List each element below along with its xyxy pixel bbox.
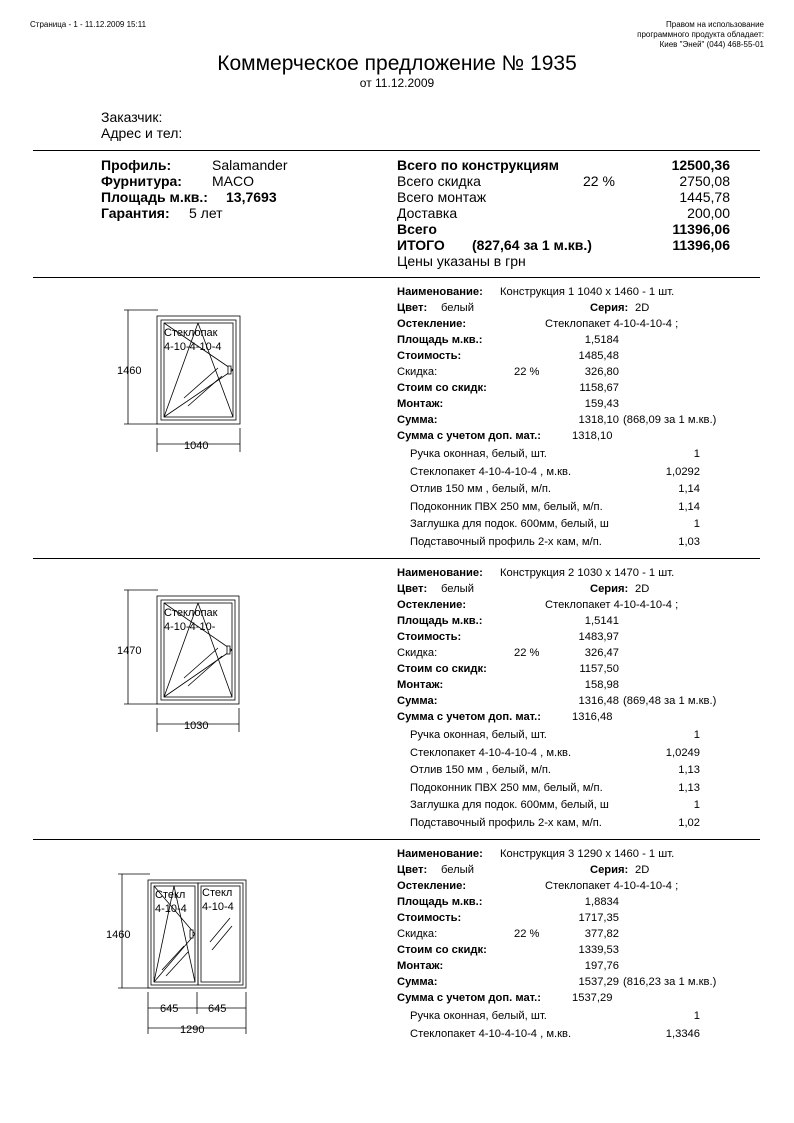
glazing-value: Стеклопакет 4-10-4-10-4 ; [545,318,679,330]
discount-percent: 22 % [514,647,540,659]
material-qty: 1 [693,799,700,812]
color-value: белый [441,583,474,595]
glazing-label: Остекление: [397,599,467,611]
material-name: Отлив 150 мм , белый, м/п. [410,483,552,496]
name-label: Наименование: [397,567,483,579]
divider [33,277,760,278]
pane-text: Стекл [155,889,186,901]
material-name: Стеклопакет 4-10-4-10-4 , м.кв. [410,465,572,478]
series-label: Серия: [590,864,629,876]
material-qty: 1,13 [678,764,700,777]
material-row [410,782,700,800]
sum-per-m2: (868,09 за 1 м.кв.) [623,414,717,426]
rights-holder-block [637,20,764,50]
sum-value: 1316,48 [578,695,619,707]
series-label: Серия: [590,302,629,314]
height-dimension-label: 1470 [117,645,142,657]
grand-total-value: 11396,06 [672,237,730,253]
construction-name: Конструкция 3 1290 x 1460 - 1 шт. [500,848,675,860]
glazing-label: Остекление: [397,880,467,892]
discount-value: 2750,08 [679,173,730,189]
window-drawing-1 [100,298,260,458]
grand-total-per-m2: (827,64 за 1 м.кв.) [472,237,592,253]
material-name: Заглушка для подок. 600мм, белый, ш [410,799,609,812]
series-label: Серия: [590,583,629,595]
document-title: Коммерческое предложение № 1935 [217,52,577,75]
material-row [410,729,700,747]
material-qty: 1,13 [678,781,700,794]
glazing-label: Остекление: [397,318,467,330]
glazing-value: Стеклопакет 4-10-4-10-4 ; [545,599,679,611]
pane-text: Стеклопак [164,607,218,619]
cost-value: 1485,48 [578,350,619,362]
material-qty: 1 [693,518,700,531]
fittings-value: MACO [212,173,254,189]
material-qty: 1 [693,1010,700,1022]
material-name: Стеклопакет 4-10-4-10-4 , м.кв. [410,746,572,759]
materials-list [410,1010,700,1045]
prices-note: Цены указаны в грн [397,253,526,269]
material-name: Подоконник ПВХ 250 мм, белый, м/п. [410,500,603,513]
cost-discounted-label: Стоим со скидк: [397,663,487,675]
name-label: Наименование: [397,286,483,298]
material-name: Подоконник ПВХ 250 мм, белый, м/п. [410,781,603,794]
width-dimension-label: 1040 [184,440,209,452]
cost-value: 1483,97 [578,631,619,643]
height-dimension-label: 1460 [106,929,131,941]
material-name: Отлив 150 мм , белый, м/п. [410,764,552,777]
area-value: 13,7693 [226,189,277,205]
divider [33,558,760,559]
sum-label: Сумма: [397,976,438,988]
discount-value: 326,80 [584,366,619,378]
sum-value: 1537,29 [578,976,619,988]
area-label: Площадь м.кв.: [397,334,483,346]
cost-discounted-value: 1157,50 [579,663,619,675]
series-value: 2D [635,864,650,876]
discount-percent: 22 % [583,173,615,189]
color-label: Цвет: [397,583,428,595]
discount-value: 326,47 [584,647,619,659]
material-row [410,1010,700,1028]
height-dimension-label: 1460 [117,365,142,377]
material-row [410,501,700,519]
mounting-label: Всего монтаж [397,189,487,205]
profile-value: Salamander [212,157,288,173]
color-value: белый [441,864,474,876]
material-name: Стеклопакет 4-10-4-10-4 , м.кв. [410,1027,572,1040]
mounting-label: Монтаж: [397,960,444,972]
material-row [410,448,700,466]
sum-label: Сумма: [397,414,438,426]
area-label: Площадь м.кв.: [397,615,483,627]
discount-percent: 22 % [514,366,540,378]
width-dimension-label: 1290 [180,1024,205,1036]
material-qty: 1,14 [678,483,700,496]
pane-text: 4-10-4 [155,903,187,915]
pane-text: Стеклопак [164,327,218,339]
color-value: белый [441,302,474,314]
pane-text: Стекл [202,887,233,899]
materials-list [410,448,700,554]
material-qty: 1,02 [678,816,700,829]
sum-with-materials-value: 1537,29 [572,992,613,1004]
delivery-value: 200,00 [687,205,730,221]
sum-value: 1318,10 [578,414,619,426]
customer-label: Заказчик: [101,109,163,125]
cost-label: Стоимость: [397,350,462,362]
mounting-value: 1445,78 [679,189,730,205]
delivery-label: Доставка [397,205,458,221]
grand-total-label: ИТОГО [397,237,445,253]
warranty-value: 5 лет [189,205,223,221]
color-label: Цвет: [397,864,428,876]
sum-with-materials-value: 1318,10 [572,430,613,442]
series-value: 2D [635,583,650,595]
material-qty: 1,3346 [665,1027,700,1040]
discount-label: Скидка: [397,647,438,659]
window-drawing-2 [100,578,260,738]
material-row [410,1028,700,1046]
cost-discounted-label: Стоим со скидк: [397,382,487,394]
discount-label: Скидка: [397,928,438,940]
material-row [410,483,700,501]
sum-per-m2: (816,23 за 1 м.кв.) [623,976,717,988]
material-row [410,466,700,484]
material-row [410,518,700,536]
discount-percent: 22 % [514,928,540,940]
mounting-label: Монтаж: [397,679,444,691]
glazing-value: Стеклопакет 4-10-4-10-4 ; [545,880,679,892]
window-drawing-3 [100,862,270,1042]
area-label: Площадь м.кв.: [101,189,208,205]
material-name: Подставочный профиль 2-х кам, м/п. [410,535,602,548]
color-label: Цвет: [397,302,428,314]
warranty-label: Гарантия: [101,205,170,221]
total-label: Всего [397,221,437,237]
material-qty: 1,0292 [665,465,700,478]
cost-discounted-value: 1339,53 [578,944,619,956]
material-name: Ручка оконная, белый, шт. [410,448,547,460]
area-value: 1,5184 [584,334,619,346]
area-value: 1,5141 [584,615,619,627]
name-label: Наименование: [397,848,483,860]
pane-text: 4-10-4-10-4 [164,341,222,353]
mounting-value: 197,76 [584,960,619,972]
area-value: 1,8834 [584,896,619,908]
pane-text: 4-10-4 [202,901,234,913]
materials-list [410,729,700,835]
material-name: Ручка оконная, белый, шт. [410,1010,547,1022]
pane-text: 4-10-4-10- [164,621,216,633]
cost-value: 1717,35 [578,912,619,924]
material-qty: 1,14 [678,500,700,513]
rights-line-1: Правом на использование [666,20,764,29]
address-label: Адрес и тел: [101,125,183,141]
cost-label: Стоимость: [397,912,462,924]
cost-discounted-value: 1158,67 [579,382,619,394]
material-qty: 1,03 [678,535,700,548]
fittings-label: Фурнитура: [101,173,182,189]
material-row [410,799,700,817]
area-label: Площадь м.кв.: [397,896,483,908]
sum-with-materials-label: Сумма с учетом доп. мат.: [397,992,541,1004]
material-row [410,817,700,835]
mounting-value: 159,43 [584,398,619,410]
right-width-dimension-label: 645 [208,1003,227,1015]
sum-per-m2: (869,48 за 1 м.кв.) [623,695,717,707]
material-qty: 1,0249 [665,746,700,759]
series-value: 2D [635,302,650,314]
discount-label: Скидка: [397,366,438,378]
sum-with-materials-label: Сумма с учетом доп. мат.: [397,430,541,442]
left-width-dimension-label: 645 [160,1003,179,1015]
divider [33,839,760,840]
discount-value: 377,82 [584,928,619,940]
material-row [410,536,700,554]
mounting-value: 158,98 [584,679,619,691]
document-date: от 11.12.2009 [359,76,435,90]
cost-discounted-label: Стоим со скидк: [397,944,487,956]
rights-line-2: программного продукта обладает: [637,30,764,39]
sum-label: Сумма: [397,695,438,707]
page-number-label: Страница - 1 - 11.12.2009 15:11 [30,20,147,29]
material-row [410,747,700,765]
sum-with-materials-value: 1316,48 [572,711,613,723]
divider [33,150,760,151]
cost-label: Стоимость: [397,631,462,643]
construction-name: Конструкция 2 1030 x 1470 - 1 шт. [500,567,675,579]
mounting-label: Монтаж: [397,398,444,410]
width-dimension-label: 1030 [184,720,209,732]
total-constructions-label: Всего по конструкциям [397,157,560,173]
material-qty: 1 [693,448,700,460]
discount-label: Всего скидка [397,173,481,189]
profile-label: Профиль: [101,157,172,173]
total-constructions-value: 12500,36 [671,157,730,173]
rights-line-3: Киев "Эней" (044) 468-55-01 [659,40,764,49]
material-name: Заглушка для подок. 600мм, белый, ш [410,518,609,531]
material-name: Ручка оконная, белый, шт. [410,729,547,741]
total-value: 11396,06 [672,221,730,237]
construction-name: Конструкция 1 1040 x 1460 - 1 шт. [500,286,675,298]
material-qty: 1 [693,729,700,741]
material-name: Подставочный профиль 2-х кам, м/п. [410,816,602,829]
material-row [410,764,700,782]
sum-with-materials-label: Сумма с учетом доп. мат.: [397,711,541,723]
